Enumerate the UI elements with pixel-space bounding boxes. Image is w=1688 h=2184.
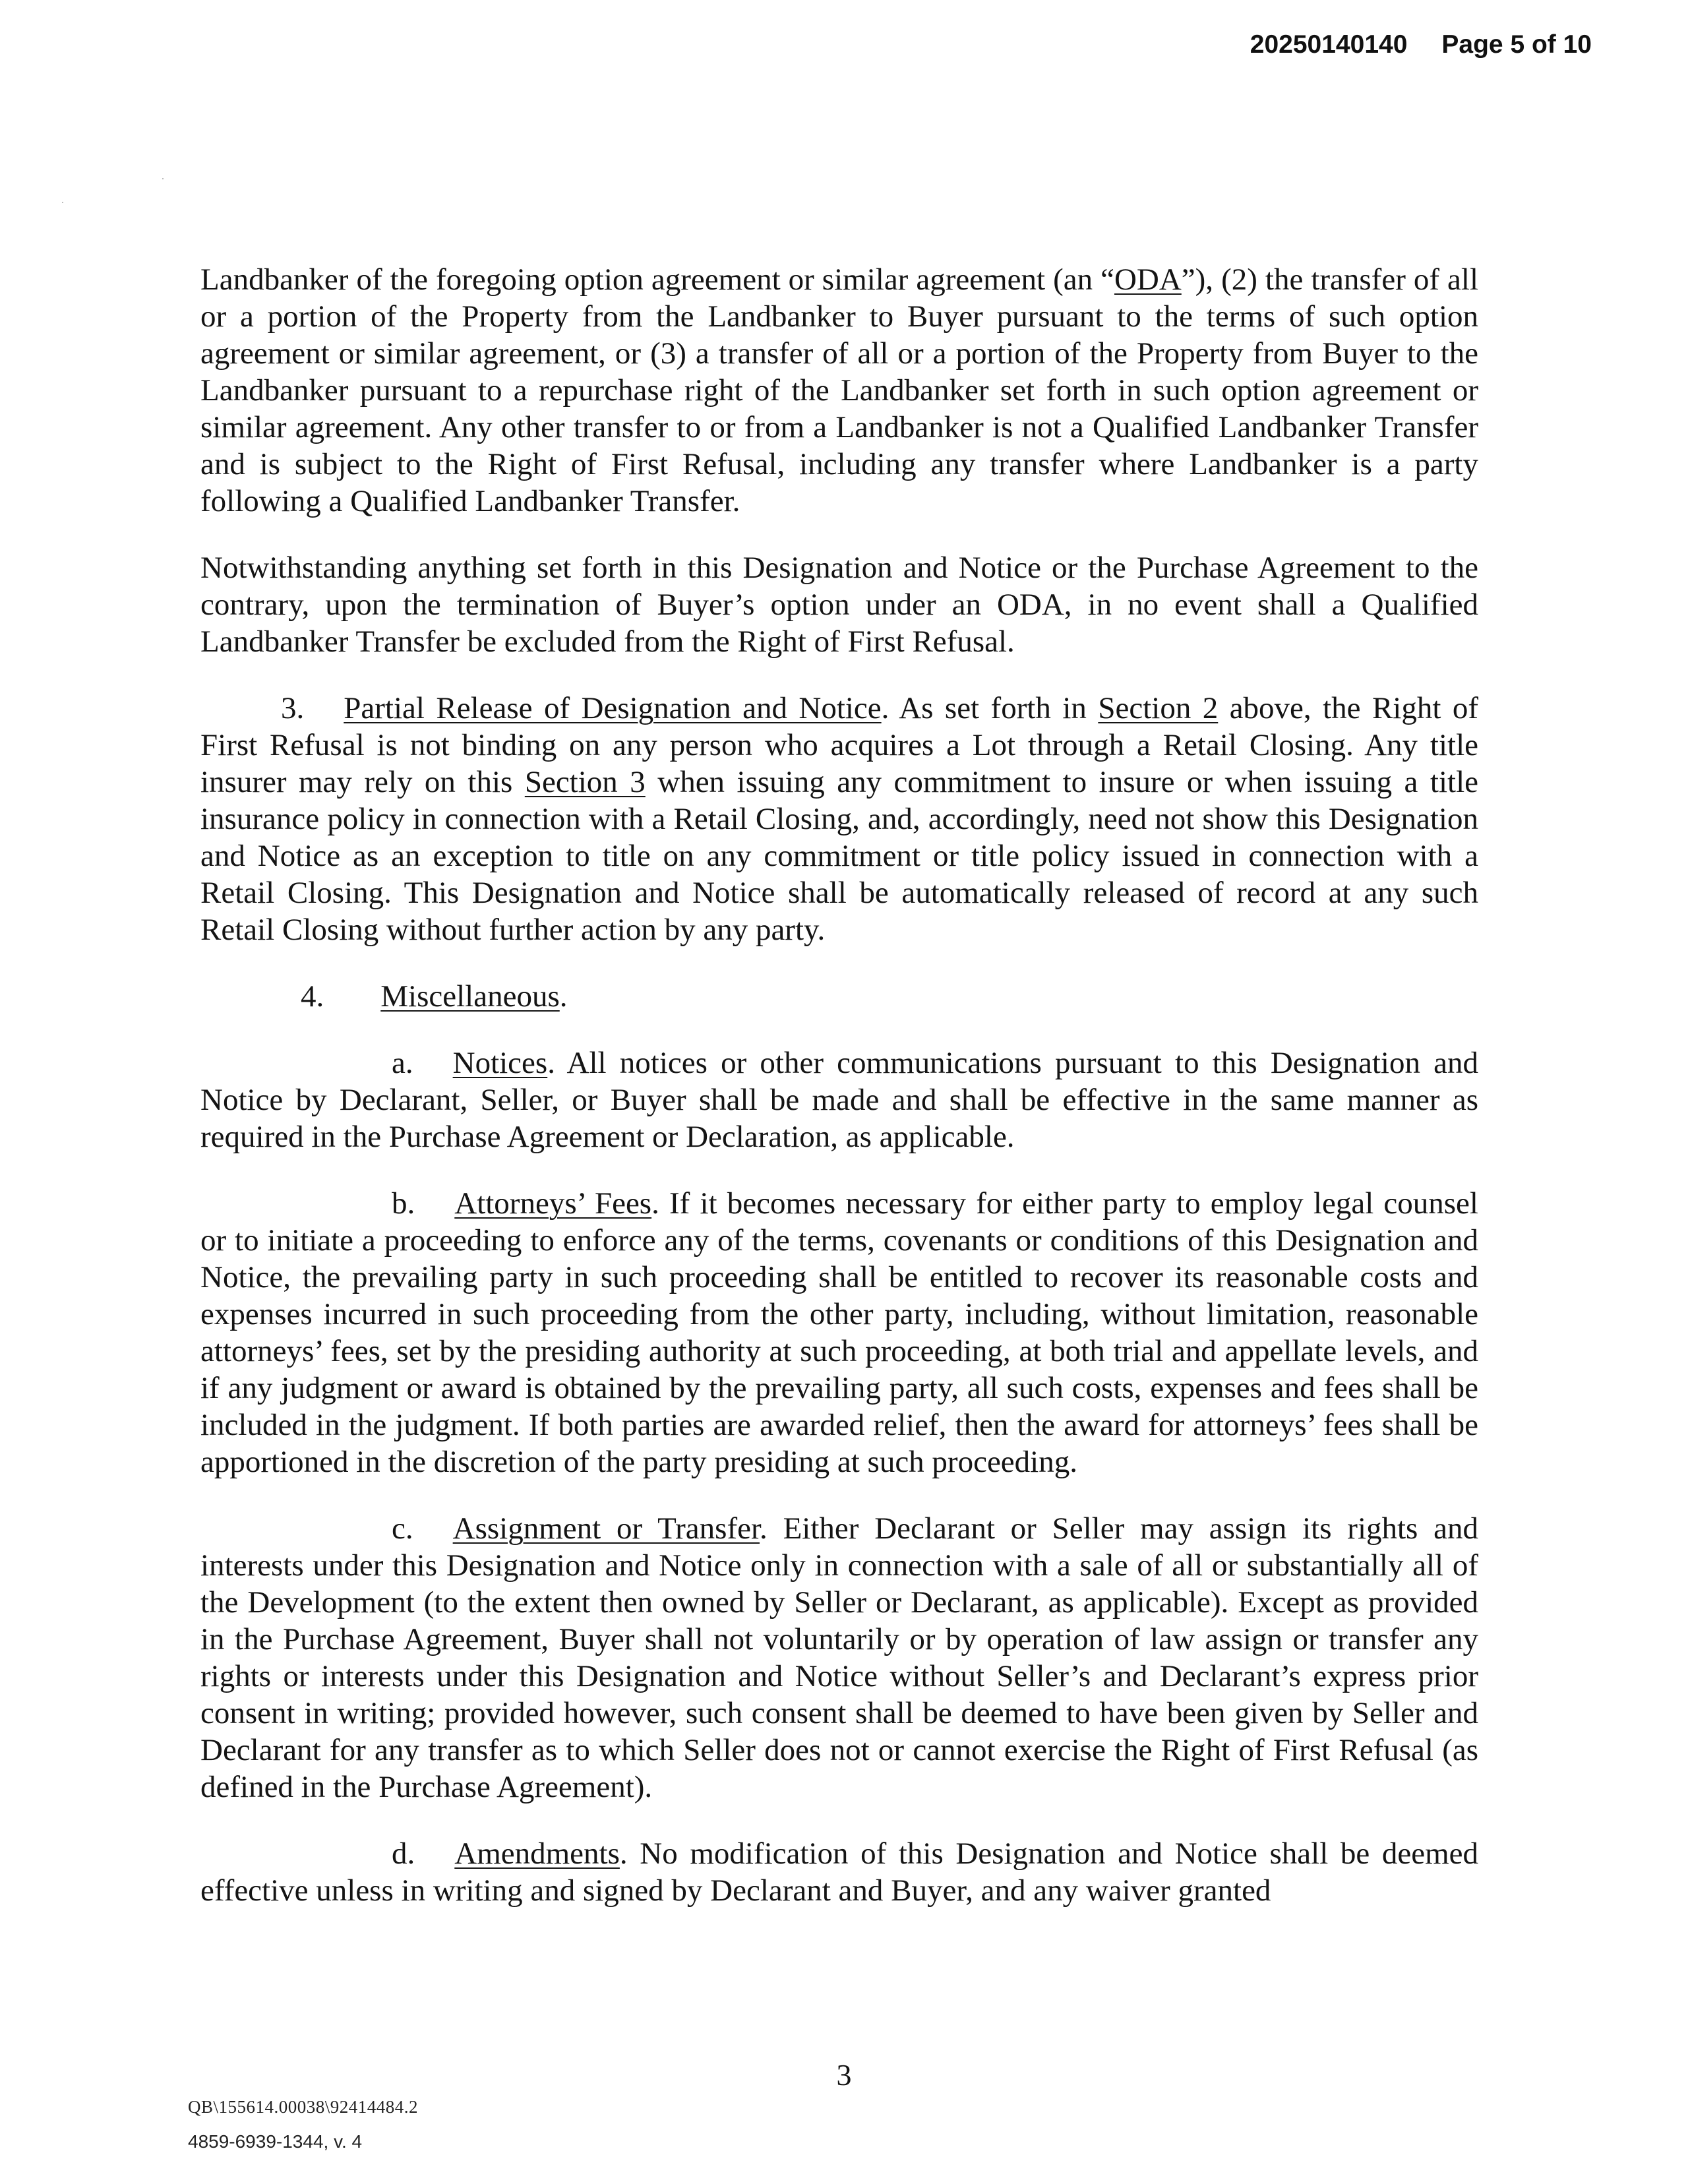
scan-speck	[62, 202, 63, 203]
subsection-title: Notices	[452, 1046, 548, 1080]
section-title: Partial Release of Designation and Notice	[344, 691, 882, 725]
page-number: 3	[836, 2058, 852, 2092]
defined-term-oda: ODA	[1114, 262, 1182, 297]
subsection-b-attorneys-fees: b. Attorneys’ Fees. If it becomes necessary for either party to employ legal counsel or to initiate a proceeding to enforce any of the terms, covenants or conditions of this Designation and Notice, the prevailing party in such proceeding shall be entitled to recover its reasonable costs and expenses incurred in such proceeding from the other party, including, without limitation, reasonable attorneys’ fees, set by the presiding authority at such proceeding, at both trial and appellate levels, and if any judgment or award is obtained by the prevailing party, all such costs, expenses and fees shall be included in the judgment. If both parties are awarded relief, then the award for attorneys’ fees shall be apportioned in the discretion of the party presiding at such proceeding.	[200, 1186, 1478, 1479]
section-reference: Section 3	[524, 765, 646, 799]
section-4-miscellaneous: 4. Miscellaneous.	[301, 979, 568, 1014]
subsection-letter: d.	[392, 1836, 415, 1871]
section-number: 3.	[281, 691, 305, 725]
document-reference: QB\155614.00038\92414484.2	[188, 2097, 419, 2117]
subsection-letter: c.	[392, 1511, 413, 1546]
section-number: 4.	[301, 979, 324, 1014]
recording-header	[1250, 30, 1592, 59]
document-version: 4859-6939-1344, v. 4	[188, 2131, 363, 2152]
subsection-title: Assignment or Transfer	[452, 1511, 760, 1546]
document-body	[200, 261, 1478, 1939]
section-reference: Section 2	[1098, 691, 1219, 725]
subsection-title: Amendments	[454, 1836, 620, 1871]
subsection-title: Attorneys’ Fees	[454, 1186, 652, 1221]
subsection-d-amendments: d. Amendments. No modification of this Designation and Notice shall be deemed effective unless in writing and signed by Declarant and Buyer, and any waiver granted	[200, 1836, 1478, 1908]
subsection-a-notices: a. Notices. All notices or other communications pursuant to this Designation and Notice by Declarant, Seller, or Buyer shall be made and shall be effective in the same manner as required in the Purchase Agreement or Declaration, as applicable.	[200, 1046, 1478, 1154]
paragraph-notwithstanding: Notwithstanding anything set forth in this Designation and Notice or the Purchase Agreement to the contrary, upon the termination of Buyer’s option under an ODA, in no event shall a Qualified Landbanker Transfer be excluded from the Right of First Refusal.	[200, 551, 1478, 659]
subsection-c-assignment: c. Assignment or Transfer. Either Declarant or Seller may assign its rights and interests under this Designation and Notice only in connection with a sale of all or substantially all of the Development (to the extent then owned by Seller or Declarant, as applicable). Except as provided in the Purchase Agreement, Buyer shall not voluntarily or by operation of law assign or transfer any rights or interests under this Designation and Notice without Seller’s and Declarant’s express prior consent in writing; provided however, such consent shall be deemed to have been given by Seller and Declarant for any transfer as to which Seller does not or cannot exercise the Right of First Refusal (as defined in the Purchase Agreement).	[200, 1511, 1479, 1804]
subsection-letter: b.	[392, 1186, 415, 1221]
page-indicator: Page 5 of 10	[1441, 30, 1592, 59]
subsection-letter: a.	[392, 1046, 413, 1080]
paragraph-landbanker: Landbanker of the foregoing option agreement or similar agreement (an “ODA”), (2) the transfer of all or a portion of the Property from the Landbanker to Buyer pursuant to the terms of such option agreement or similar agreement, or (3) a transfer of all or a portion of the Property from Buyer to the Landbanker pursuant to a repurchase right of the Landbanker set forth in such option agreement or similar agreement. Any other transfer to or from a Landbanker is not a Qualified Landbanker Transfer and is subject to the Right of First Refusal, including any transfer where Landbanker is a party following a Qualified Landbanker Transfer.	[200, 262, 1478, 518]
document-number: 20250140140	[1250, 30, 1408, 59]
section-3-partial-release: 3. Partial Release of Designation and Notice. As set forth in Section 2 above, the Right of First Refusal is not binding on any person who acquires a Lot through a Retail Closing. Any title insurer may rely on this Section 3 when issuing any commitment to insure or when issuing a title insurance policy in connection with a Retail Closing, and, accordingly, need not show this Designation and Notice as an exception to title on any commitment or title policy issued in connection with a Retail Closing. This Designation and Notice shall be automatically released of record at any such Retail Closing without further action by any party.	[200, 691, 1478, 947]
section-title: Miscellaneous	[380, 979, 560, 1014]
scan-speck	[162, 178, 164, 179]
